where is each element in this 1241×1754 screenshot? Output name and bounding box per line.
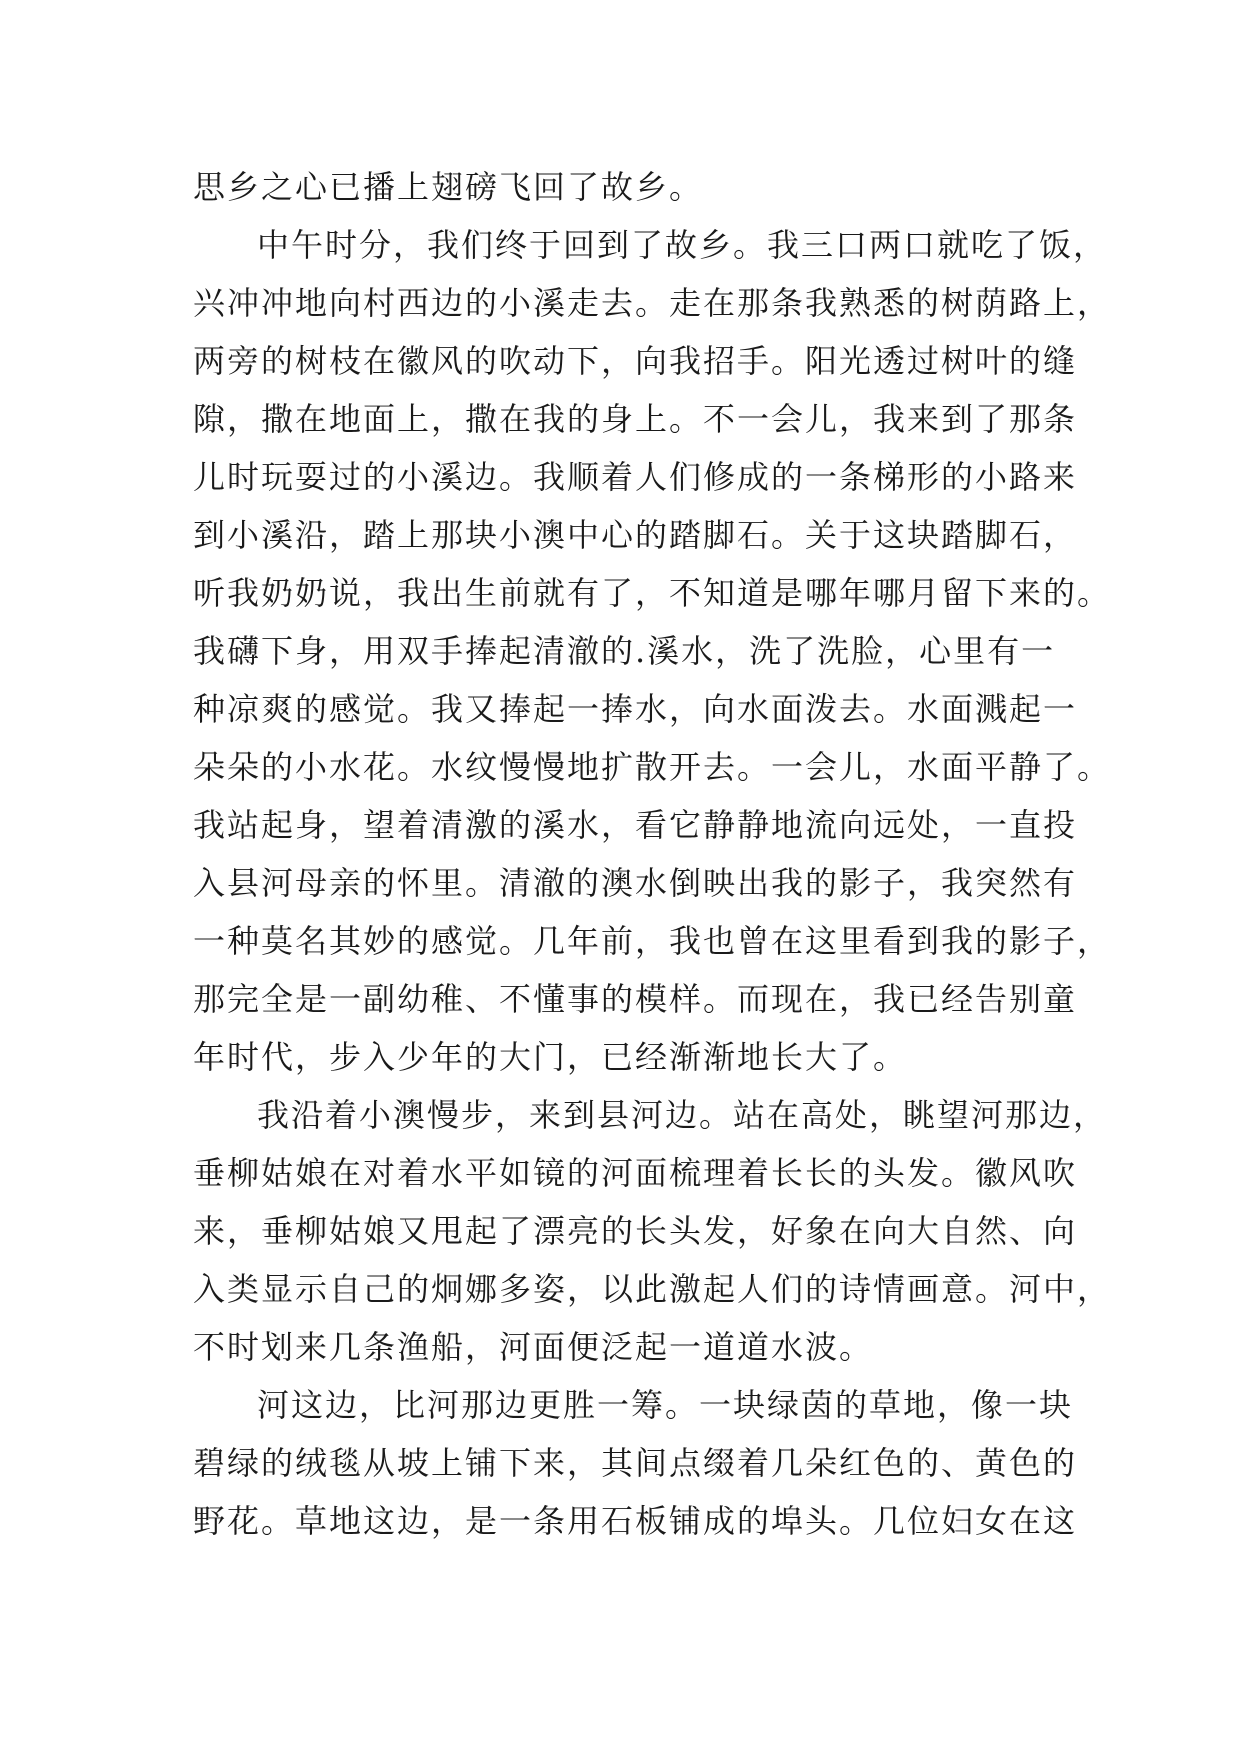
text-line: 年时代，步入少年的大门，已经渐渐地长大了。 [193, 1038, 908, 1076]
text-line: 野花。草地这边，是一条用石板铺成的埠头。几位妇女在这 [193, 1502, 1078, 1540]
text-line: 河这边，比河那边更胜一筹。一块绿茵的草地，像一块 [257, 1386, 1074, 1424]
text-line: 来，垂柳姑娘又甩起了漂亮的长头发，好象在向大自然、向 [193, 1212, 1078, 1250]
text-line: 中午时分，我们终于回到了故乡。我三口两口就吃了饭， [257, 226, 1108, 264]
text-line: 那完全是一副幼稚、不懂事的模样。而现在，我已经告别童 [193, 980, 1078, 1018]
text-line: 不时划来几条渔船，河面便泛起一道道水波。 [193, 1328, 874, 1366]
body-text [193, 158, 1112, 1550]
text-line: 一种莫名其妙的感觉。几年前，我也曾在这里看到我的影子， [193, 922, 1112, 960]
text-line: 兴冲冲地向村西边的小溪走去。走在那条我熟悉的树荫路上， [193, 284, 1112, 322]
text-line: 我礴下身，用双手捧起清澈的.溪水，洗了洗脸，心里有一 [193, 632, 1056, 670]
text-line: 入类显示自己的炯娜多姿，以此激起人们的诗情画意。河中， [193, 1270, 1112, 1308]
text-line: 儿时玩耍过的小溪边。我顺着人们修成的一条梯形的小路来 [193, 458, 1078, 496]
text-line: 到小溪沿，踏上那块小澳中心的踏脚石。关于这块踏脚石， [193, 516, 1078, 554]
text-line: 隙，撒在地面上，撒在我的身上。不一会儿，我来到了那条 [193, 400, 1078, 438]
text-line: 种凉爽的感觉。我又捧起一捧水，向水面泼去。水面溅起一 [193, 690, 1078, 728]
text-line: 朵朵的小水花。水纹慢慢地扩散开去。一会儿，水面平静了。 [193, 748, 1112, 786]
text-line: 垂柳姑娘在对着水平如镜的河面梳理着长长的头发。徽风吹 [193, 1154, 1078, 1192]
text-line: 入县河母亲的怀里。清澈的澳水倒映出我的影子，我突然有 [193, 864, 1078, 902]
text-line: 我站起身，望着清激的溪水，看它静静地流向远处，一直投 [193, 806, 1078, 844]
text-line: 我沿着小澳慢步，来到县河边。站在高处，眺望河那边， [257, 1096, 1108, 1134]
text-line: 碧绿的绒毯从坡上铺下来，其间点缀着几朵红色的、黄色的 [193, 1444, 1078, 1482]
text-line: 思乡之心已播上翅磅飞回了故乡。 [193, 168, 704, 206]
text-line: 两旁的树枝在徽风的吹动下，向我招手。阳光透过树叶的缝 [193, 342, 1078, 380]
text-line: 听我奶奶说，我出生前就有了，不知道是哪年哪月留下来的。 [193, 574, 1112, 612]
